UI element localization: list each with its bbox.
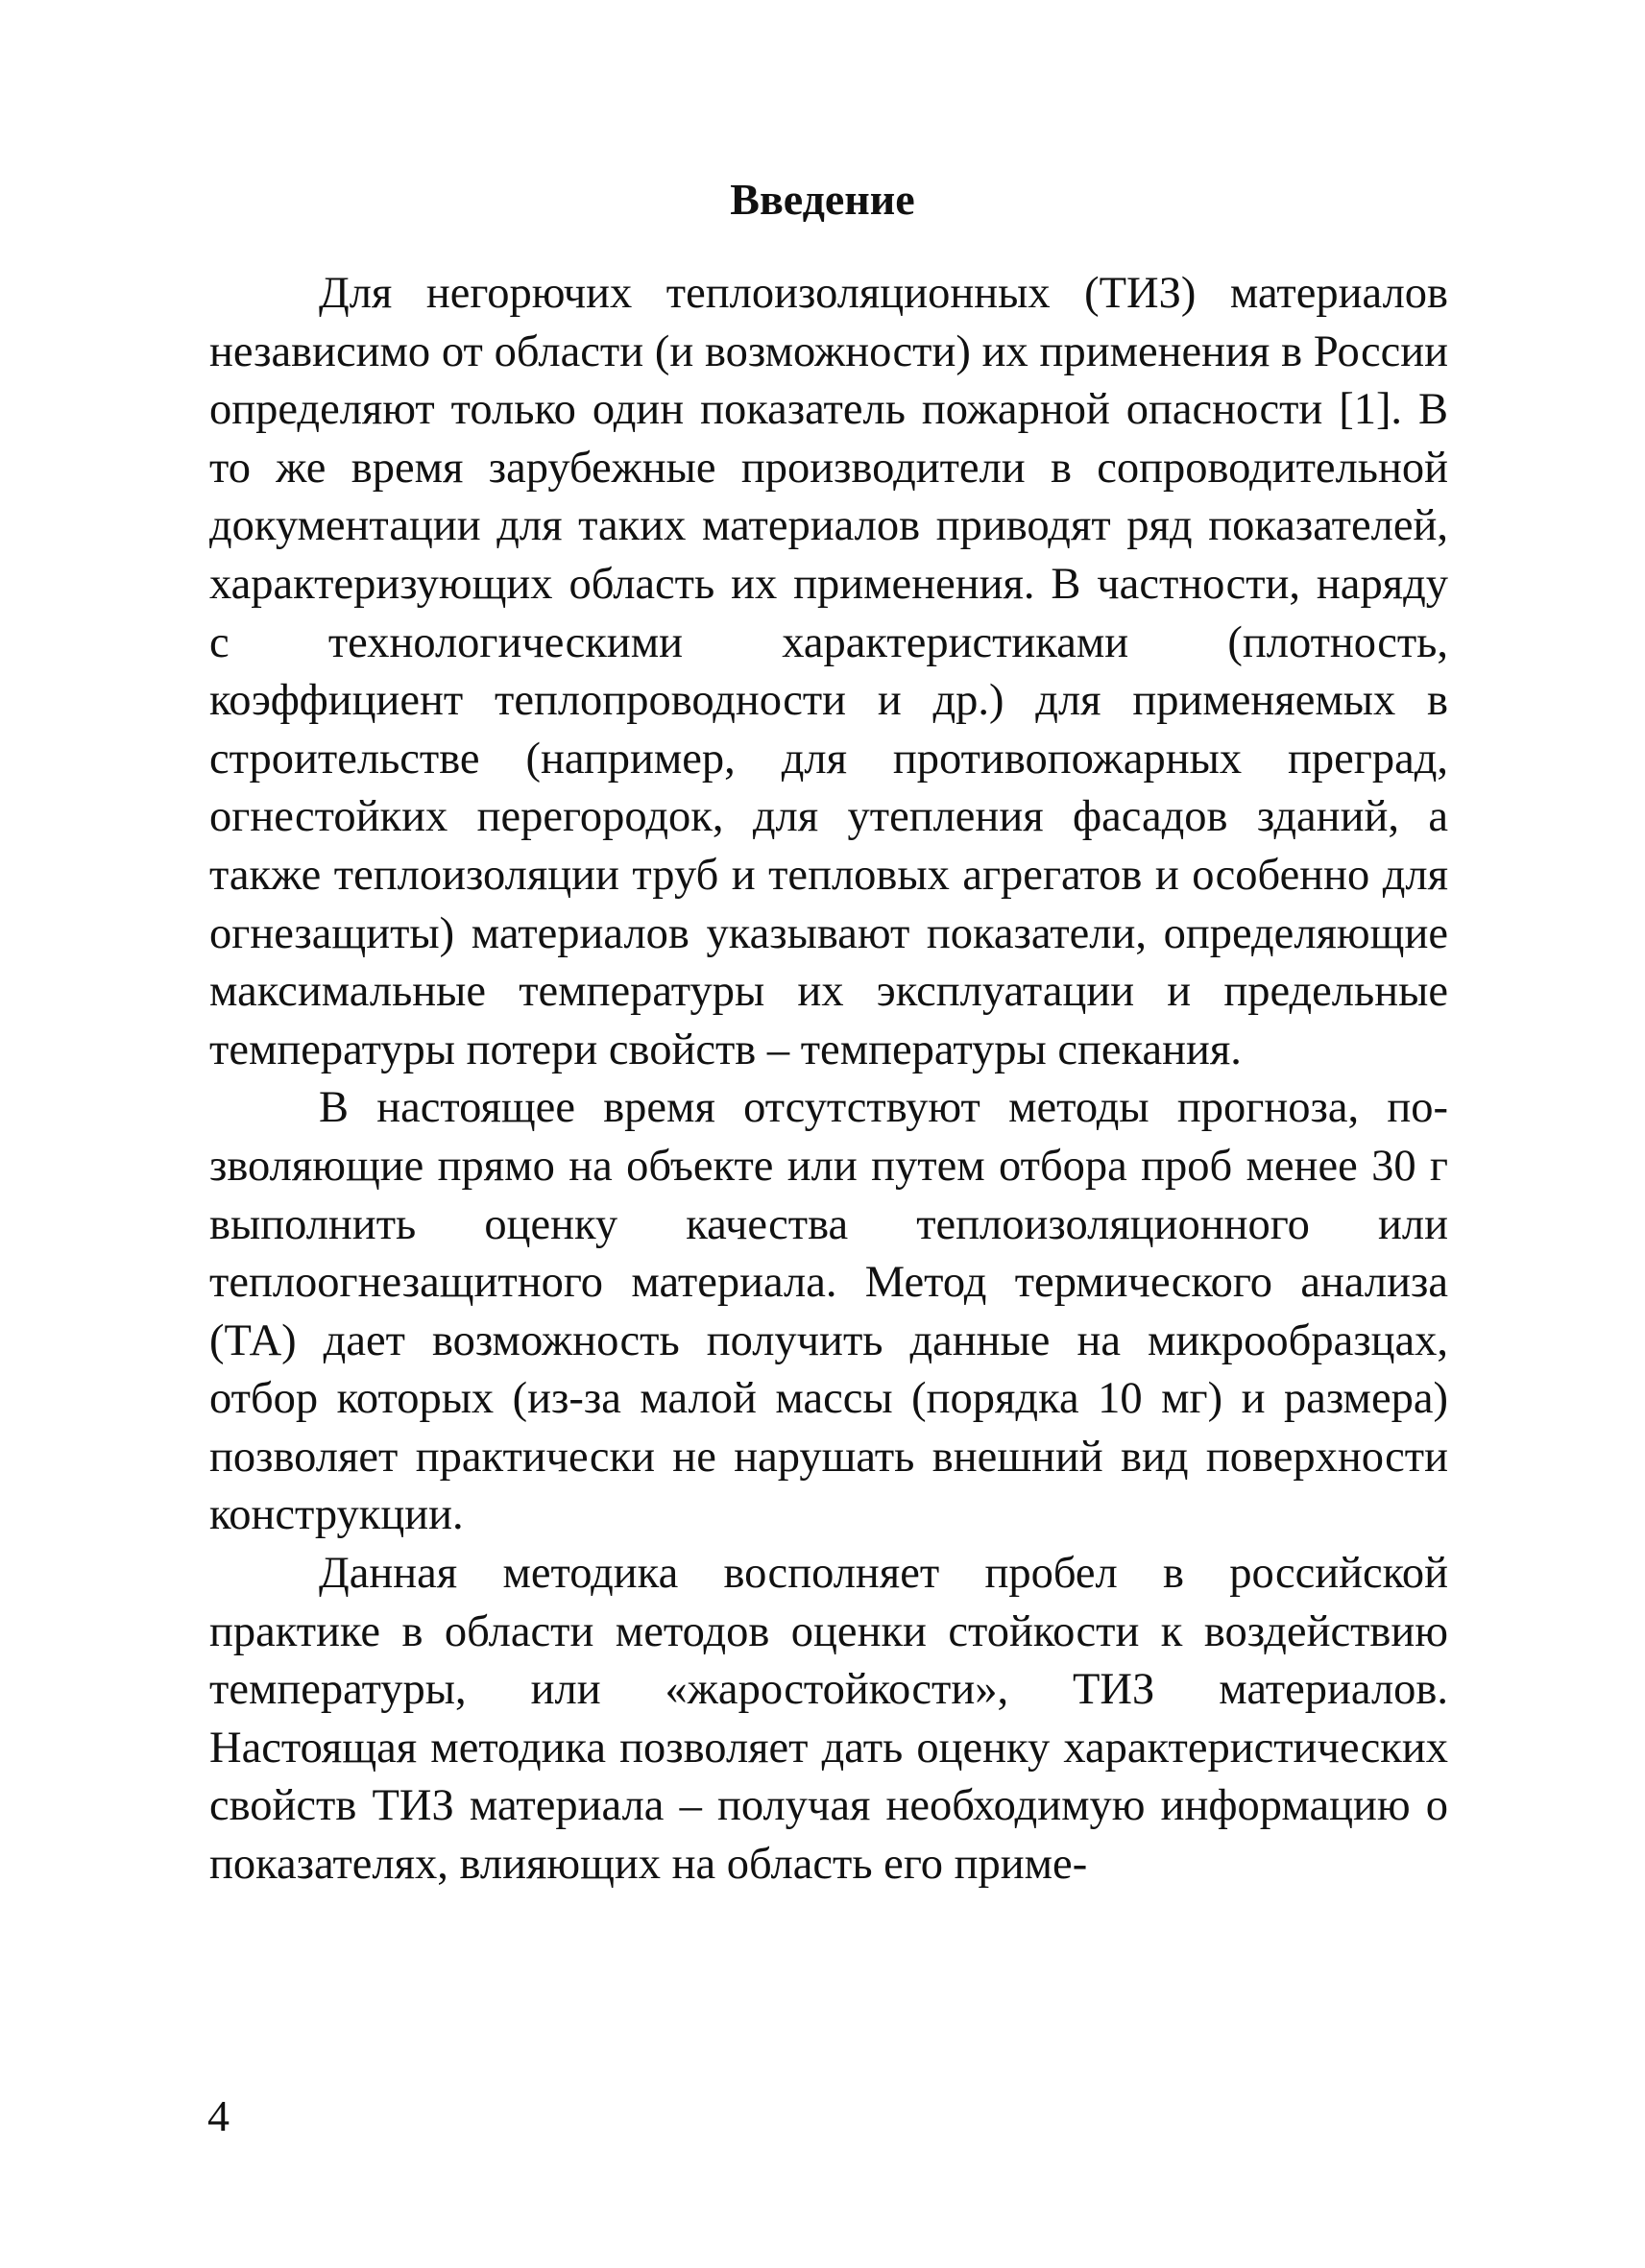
section-heading: Введение (730, 175, 915, 224)
page-number: 4 (207, 2091, 230, 2140)
body-text (209, 265, 1448, 1894)
paragraph-1: Для негорючих теплоизоляционных (ТИЗ) материалов независимо от области (и возможности) их применения в России определяют только один показатель пожарной опасности [1]. В то же время зарубежные производители в сопроводительной документации для таких материалов приводят ряд показателей, характеризующих область их применения. В частности, наряду с технологическими характеристиками (плотность, коэффициент теплопроводности и др.) для применяемых в строительстве (например, для противопожарных преград, огнестойких перегородок, для утепления фасадов зданий, а также теплоизоляции труб и тепловых агрегатов и особенно для огнезащиты) материалов указывают показатели, определяющие максимальные температуры их эксплуатации и предельные температуры потери свойств – температуры спекания. (209, 269, 1448, 1074)
paragraph-2: В настоящее время отсутствуют методы прогноза, позволяющие прямо на объекте или путем отбора проб менее 30 г выполнить оценку качества теплоизоляционного или теплоогнезащитного материала. Метод термического анализа (ТА) дает возможность получить данные на микрообразцах, отбор которых (из-за малой массы (порядка 10 мг) и размера) позволяет практически не нарушать внешний вид поверхности конструкции. (209, 1083, 1448, 1540)
paragraph-3: Данная методика восполняет пробел в российской практике в области методов оценки стойкости к воздействию температуры, или «жаростойкости», ТИЗ материалов. Настоящая методика позволяет дать оценку характеристических свойств ТИЗ материала – получая необходимую информацию о показателях, влияющих на область его приме- (209, 1549, 1448, 1890)
